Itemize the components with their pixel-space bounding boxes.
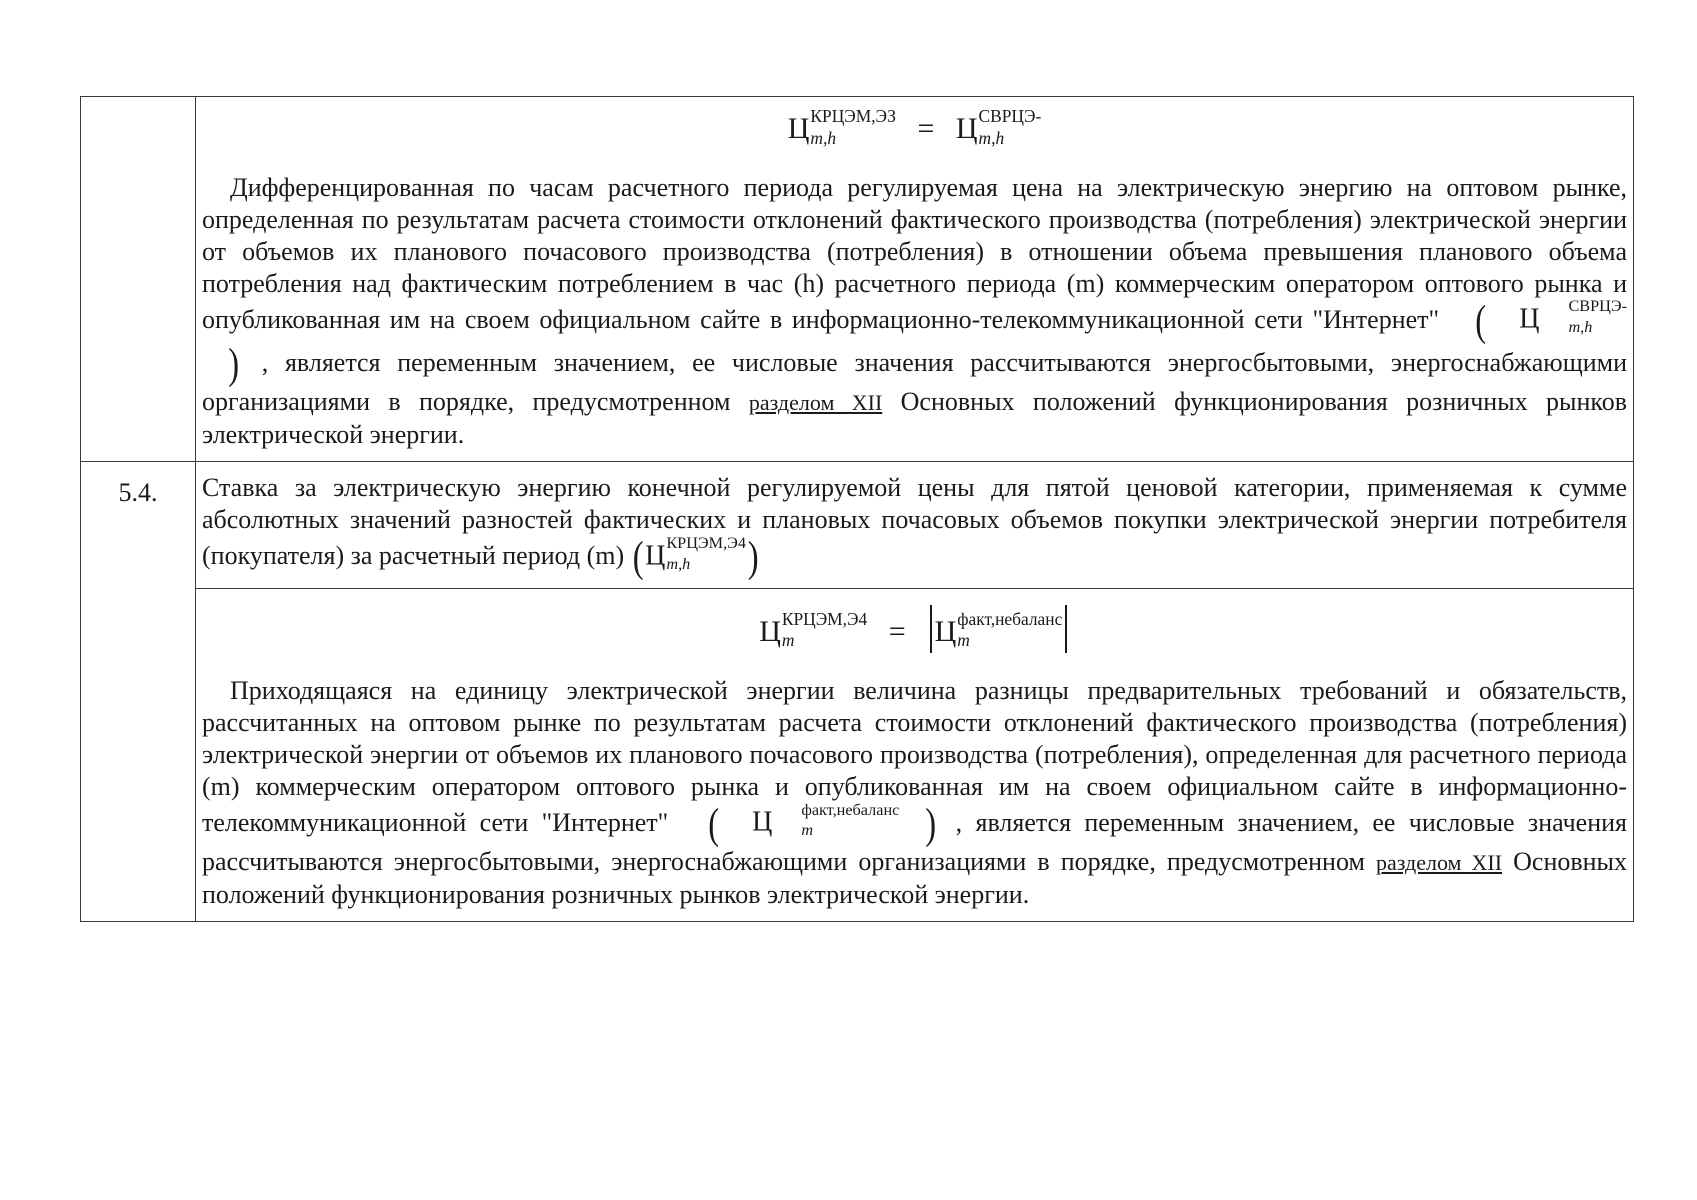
formula-rhs: Ц СВРЦЭ- m,h — [955, 105, 1042, 148]
row-content-cell — [196, 462, 1634, 588]
inline-formula: (Ц КРЦЭМ,Э4 m,h ) — [632, 533, 759, 582]
section-xii-link[interactable]: разделом XII — [1375, 850, 1503, 876]
row-number-cell — [81, 97, 196, 462]
section-xii-link[interactable]: разделом XII — [748, 390, 883, 416]
inline-formula: ( Ц факт,небаланс m ) — [707, 799, 937, 848]
equals-sign: = — [917, 112, 935, 146]
definition-paragraph: Дифференцированная по часам расчетного периода регулируемая цена на электрическую энергию на оптовом рынке, определенная по результатам расчета стоимости отклонений фактического производства (потребления) электрической энергии от объемов их планового почасового производства (потребления) в отношении объема превышения планового объема потребления над фактическим потреблением в час (h) расчетного периода (m) коммерческим оператором оптового рынка и опубликованная им на своем официальном сайте в информационно-телекоммуникационной сети "Интернет" ( Ц СВРЦЭ- m,h ) , является переменным значением, ее числовые значения рассчитываются энергосбытовыми, энергоснабжающими организациями в порядке, предусмотренном разделом XII Основных положений функционирования розничных рынков электрической энергии. — [202, 172, 1628, 450]
absolute-value-bar — [930, 605, 932, 653]
table-row — [81, 462, 1634, 588]
formula-lhs: Ц КРЦЭМ,Э4 m — [759, 608, 868, 651]
row-content-cell — [196, 97, 1634, 462]
formula-rhs: Ц факт,небаланс m — [934, 608, 1063, 651]
absolute-value-bar — [1065, 605, 1067, 653]
item-description: Ставка за электрическую энергию конечной регулируемой цены для пятой ценовой категории, применяемая к сумме абсолютных значений разностей фактических и плановых почасовых объемов покупки электрической энергии потребителя (покупателя) за расчетный период (m) (Ц КРЦЭМ,Э4 m,h ) — [202, 473, 1627, 582]
tariff-table — [80, 96, 1634, 922]
equals-sign: = — [888, 614, 906, 648]
row-number-cell: 5.4. — [81, 462, 196, 922]
table-row — [81, 588, 1634, 921]
definition-paragraph: Приходящаяся на единицу электрической энергии величина разницы предварительных требований и обязательств, рассчитанных на оптовом рынке по результатам расчета стоимости отклонений фактического производства (потребления) электрической энергии от объемов их планового почасового производства (потребления), определенная для расчетного периода (m) коммерческим оператором оптового рынка и опубликованная им на своем официальном сайте в информационно-телекоммуникационной сети "Интернет" ( Ц факт,небаланс m ) , является переменным значением, ее числовые значения рассчитываются энергосбытовыми, энергоснабжающими организациями в порядке, предусмотренном разделом XII Основных положений функционирования розничных рынков электрической энергии. — [202, 675, 1628, 910]
row-content-cell — [196, 588, 1634, 921]
formula-ee4 — [196, 589, 1633, 665]
inline-formula: ( Ц СВРЦЭ- m,h ) — [228, 296, 1627, 388]
formula-ee3 — [196, 97, 1633, 162]
formula-lhs: Ц КРЦЭМ,ЭЗ m,h — [787, 105, 896, 148]
table-row — [81, 97, 1634, 462]
